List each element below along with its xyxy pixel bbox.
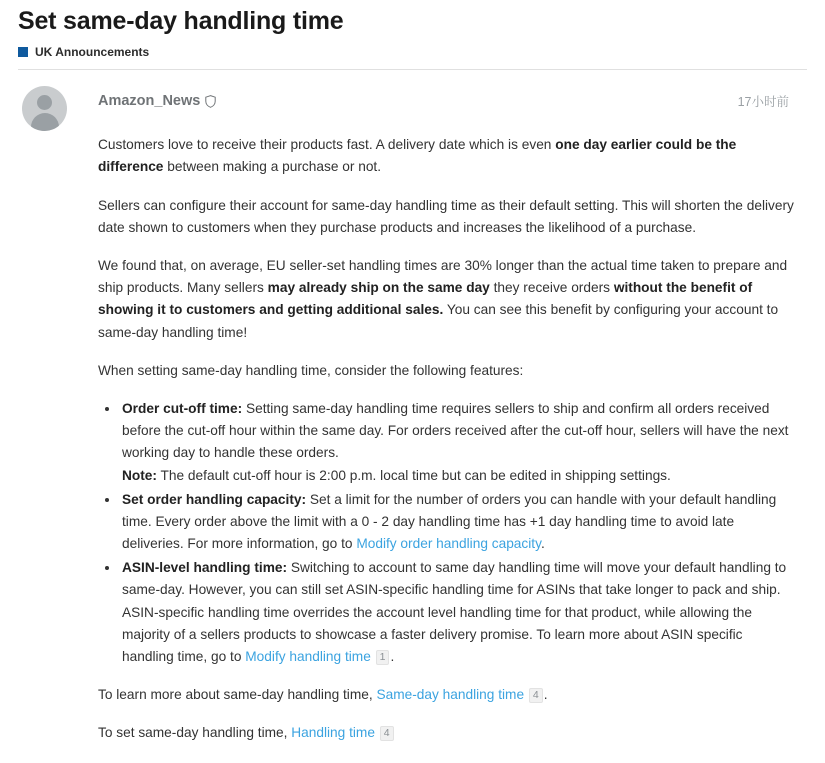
p5-text-a: To learn more about same-day handling time, (98, 687, 377, 703)
paragraph-6 (98, 722, 795, 744)
category-row[interactable] (18, 45, 807, 59)
bullet2-end: . (540, 536, 545, 552)
p6-text-a: To set same-day handling time, (98, 725, 292, 741)
list-item (120, 398, 795, 487)
post-content (82, 86, 807, 744)
p1-text-a: Customers love to receive their products fast. A delivery date which is even (98, 137, 556, 153)
p3-text-e: You can see this benefit by configuring your account to same-day handling time! (98, 302, 779, 340)
p3-text-bold-1: may already ship on the same day (267, 280, 490, 296)
bullet3-end: . (390, 649, 395, 664)
page-title: Set same-day handling time (18, 7, 344, 35)
reference-badge[interactable]: 4 (529, 688, 543, 703)
post-container (18, 70, 807, 744)
bullet1-label: Order cut-off time: (122, 400, 243, 416)
post-timestamp: 17小时前 (737, 95, 789, 110)
author-wrap[interactable] (98, 93, 216, 109)
post-meta (98, 92, 795, 110)
list-item (120, 489, 795, 556)
same-day-handling-time-link[interactable]: Same-day handling time (376, 687, 525, 703)
avatar[interactable] (22, 86, 67, 131)
p3-text-bold-2: without the benefit of showing it to customers and getting additional sales. (98, 280, 753, 318)
avatar-head-shape (37, 95, 52, 110)
bullet1-text: Setting same-day handling time requires sellers to ship and confirm all orders received before the cut-off hour within the same day. For orders received after the cut-off hour, sellers will have the next working day to handle these orders. (122, 400, 789, 461)
avatar-body-shape (31, 113, 59, 131)
category-color-square (18, 47, 28, 57)
post-body (98, 134, 795, 744)
reference-badge[interactable]: 1 (376, 650, 390, 665)
p3-text-c: they receive orders (489, 280, 614, 296)
author-name[interactable]: Amazon_News (98, 93, 201, 110)
modify-handling-time-link[interactable]: Modify handling time (245, 649, 371, 664)
p1-text-c: between making a purchase or not. (163, 159, 382, 175)
paragraph-3 (98, 255, 795, 344)
p3-text-a: We found that, on average, EU seller-set handling times are 30% longer than the actual time taken to prepare and ship products. Many sellers (98, 258, 788, 296)
list-item (120, 557, 795, 668)
avatar-column (18, 86, 82, 744)
p5-end: . (543, 687, 548, 703)
shield-icon (205, 95, 216, 108)
announcement-page (0, 6, 825, 763)
bullet1-note-text: The default cut-off hour is 2:00 p.m. local time but can be edited in shipping settings. (156, 467, 671, 483)
category-label[interactable]: UK Announcements (35, 45, 150, 60)
paragraph-4: When setting same-day handling time, consider the following features: (98, 362, 524, 378)
p1-text-bold: one day earlier could be the difference (98, 137, 737, 175)
reference-badge[interactable]: 4 (380, 726, 394, 741)
bullet2-label: Set order handling capacity: (122, 491, 307, 507)
bullet3-text: Switching to account to same day handling time will move your default handling to same-day. However, you can still set ASIN-specific handling time for ASINs that take longer to pack and ship. ASIN-specific handling time overrides the account level handling time for that product, while allowing the majority of a sellers products to showcase a faster delivery promise. To learn more about ASIN specific handling time, go to (122, 560, 787, 664)
bullet2-text: Set a limit for the number of orders you can handle with your default handling time. Every order above the limit with a 0 - 2 day handling time has +1 day handling time to avoid late deliveries. For more information, go to (122, 491, 777, 552)
bullet3-label: ASIN-level handling time: (122, 560, 288, 576)
paragraph-5 (98, 684, 795, 706)
bullet1-note-label: Note: (122, 467, 157, 483)
features-list (98, 398, 795, 668)
paragraph-2: Sellers can configure their account for same-day handling time as their default setting. This will shorten the delivery date shown to customers when they purchase products and increases the likelihood of a purchase. (98, 197, 794, 235)
modify-order-handling-capacity-link[interactable]: Modify order handling capacity (356, 536, 541, 552)
paragraph-1 (98, 134, 795, 178)
handling-time-link[interactable]: Handling time (291, 725, 375, 741)
